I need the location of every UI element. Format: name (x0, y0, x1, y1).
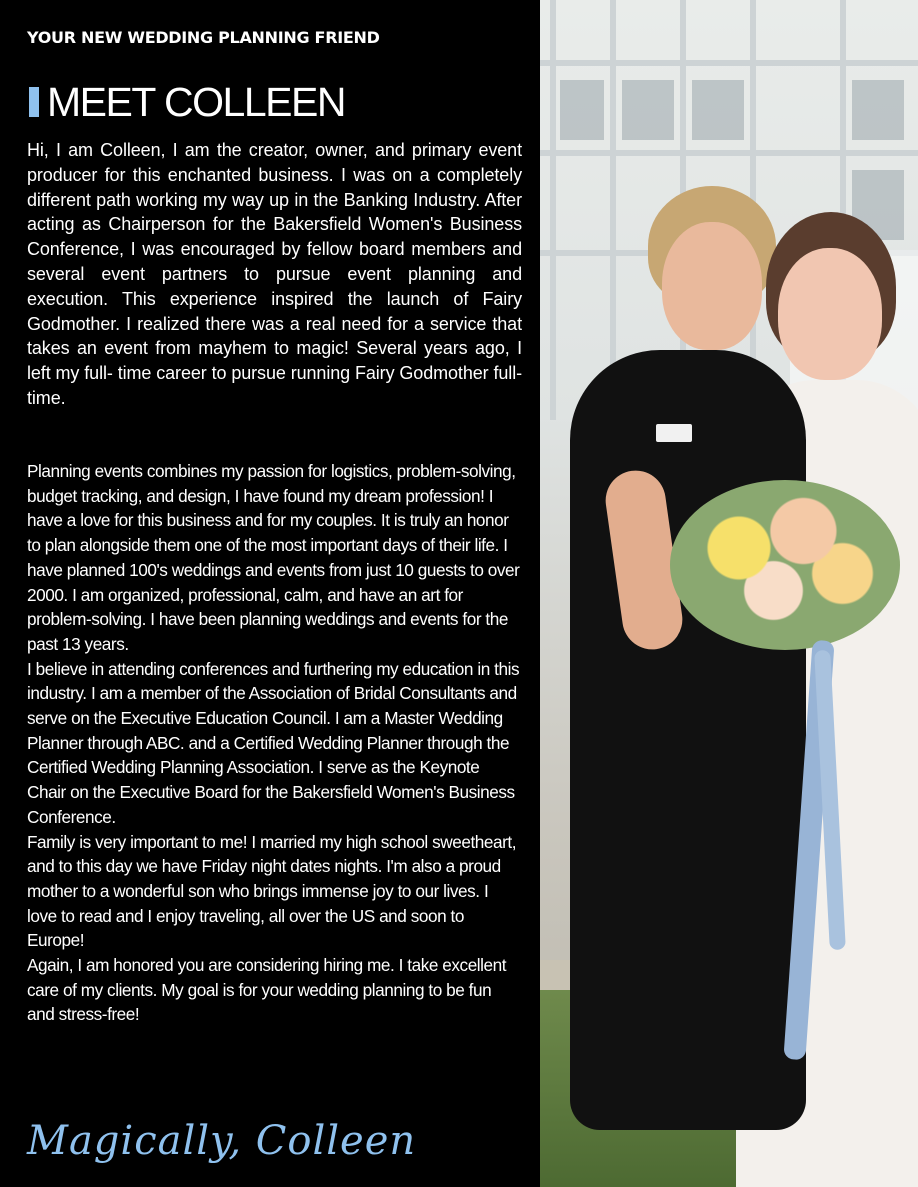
closing-paragraph: Again, I am honored you are considering hiring me. I take excellent care of my clients. My goal is for your wedding planning to be fun and stress-free! (27, 955, 507, 1025)
signature: Magically, Colleen (27, 1118, 417, 1164)
education-paragraph: I believe in attending conferences and furthering my education in this industry. I am a member of the Association of Bridal Consultants and serve on the Executive Education Council. I am a Master Wedding Planner through ABC. and a Certified Wedding Planner through the Certified Wedding Planning Association. I serve as the Keynote Chair on the Executive Board for the Bakersfield Women's Business Conference. (27, 658, 520, 827)
kicker-heading: YOUR NEW WEDDING PLANNING FRIEND (27, 28, 380, 47)
page-title: MEET COLLEEN (47, 79, 345, 125)
title-row (29, 80, 345, 124)
title-accent-bar (29, 87, 39, 117)
intro-paragraph: Hi, I am Colleen, I am the creator, owner, and primary event producer for this enchanted business. I was on a completely different path working my way up in the Banking Industry. After acting as Chairperson for the Bakersfield Women's Business Conference, I was encouraged by fellow board members and several event partners to pursue event planning and execution. This experience inspired the launch of Fairy Godmother. I realized there was a real need for a service that takes an event from mayhem to magic! Several years ago, I left my full- time career to pursue running Fairy Godmother full- time. (27, 140, 522, 408)
body-text (27, 459, 522, 1027)
family-paragraph: Family is very important to me! I married my high school sweetheart, and to this day we have Friday night dates nights. I'm also a proud mother to a wonderful son who brings immense joy to our lives. I love to read and I enjoy traveling, all over the US and soon to Europe! (27, 831, 517, 951)
passion-paragraph: Planning events combines my passion for logistics, problem-solving, budget tracking, and design, I have found my dream profession! I have a love for this business and for my couples. It is truly an honor to plan alongside them one of the most important days of their life. I have planned 100's weddings and events from just 10 guests to over 2000. I am organized, professional, calm, and have an art for problem-solving. I have been planning weddings and events for the past 13 years. (27, 461, 520, 654)
portrait-photo (540, 0, 918, 1187)
